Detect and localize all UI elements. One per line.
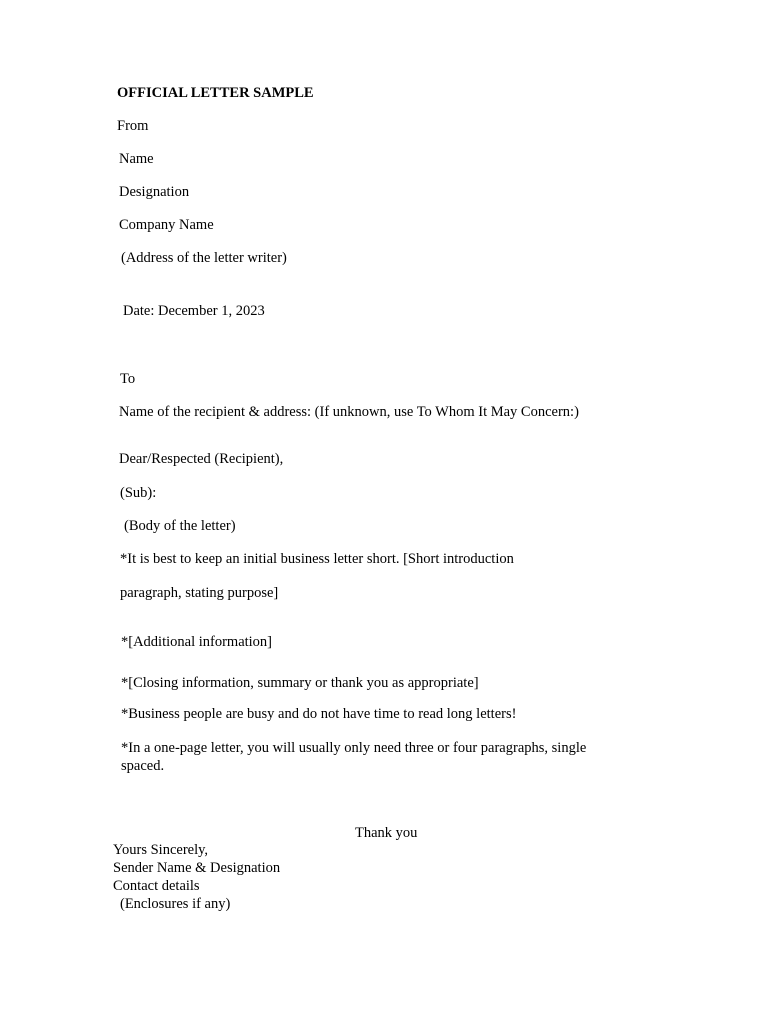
sender-company: Company Name [119, 217, 214, 233]
tip-busy: *Business people are busy and do not have time to read long letters! [121, 706, 517, 722]
body-paragraph-1-line-2: paragraph, stating purpose] [120, 585, 279, 601]
sender-address: (Address of the letter writer) [121, 250, 287, 266]
sender-name: Name [119, 151, 154, 167]
body-label: (Body of the letter) [124, 518, 236, 534]
closing-phrase: Yours Sincerely, [113, 842, 209, 858]
thank-you: Thank you [355, 825, 418, 841]
to-label: To [120, 371, 136, 387]
sender-signature: Sender Name & Designation [113, 860, 281, 876]
enclosures-note: (Enclosures if any) [120, 896, 231, 912]
salutation: Dear/Respected (Recipient), [119, 451, 284, 467]
contact-details: Contact details [113, 878, 200, 894]
letter-date: Date: December 1, 2023 [123, 303, 265, 319]
letter-title: OFFICIAL LETTER SAMPLE [117, 85, 314, 101]
from-label: From [117, 118, 149, 134]
body-paragraph-1-line-1: *It is best to keep an initial business letter short. [Short introduction [120, 551, 514, 567]
subject-line: (Sub): [120, 485, 157, 501]
sender-designation: Designation [119, 184, 190, 200]
recipient-line: Name of the recipient & address: (If unknown, use To Whom It May Concern:) [119, 404, 579, 420]
closing-info: *[Closing information, summary or thank you as appropriate] [121, 675, 479, 691]
tip-length-line-1: *In a one-page letter, you will usually only need three or four paragraphs, single [121, 740, 587, 756]
additional-info: *[Additional information] [121, 634, 273, 650]
tip-length-line-2: spaced. [121, 758, 165, 774]
